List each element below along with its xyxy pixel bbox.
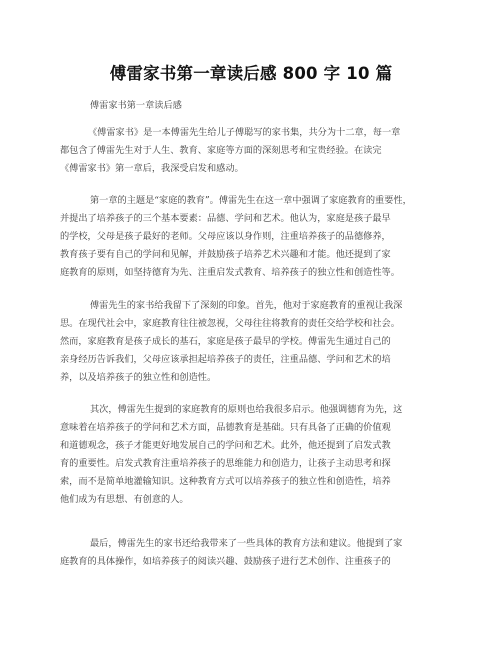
subtitle-line: 傅雷家书第一章读后感	[90, 100, 182, 111]
paragraph-line: 索，而不是简单地灌输知识。这种教育方式可以培养孩子的独立性和创造性，培养	[60, 476, 391, 487]
paragraph-line: 《傅雷家书》第一章后，我深受启发和感动。	[60, 163, 244, 174]
paragraph-line: 养，以及培养孩子的独立性和创造性。	[60, 372, 217, 383]
paragraph-2	[60, 192, 450, 282]
paragraph-1	[60, 124, 450, 178]
paragraph-line: 其次，傅雷先生提到的家庭教育的原则也给我很多启示。他强调德育为先，这	[90, 404, 403, 415]
paragraph-line: 庭教育的具体操作，如培养孩子的阅读兴趣、鼓励孩子进行艺术创作、注重孩子的	[60, 556, 391, 567]
paragraph-5	[60, 535, 450, 571]
paragraph-3	[60, 297, 450, 387]
paragraph-line: 最后，傅雷先生的家书还给我带来了一些具体的教育方法和建议。他提到了家	[90, 538, 403, 549]
paragraph-line: 育的重要性。启发式教育注重培养孩子的思维能力和创造力，让孩子主动思考和探	[60, 458, 391, 469]
paragraph-line: 然而，家庭教育是孩子成长的基石，家庭是孩子最早的学校。傅雷先生通过自己的	[60, 336, 391, 347]
paragraph-line: 第一章的主题是“家庭的教育”。傅雷先生在这一章中强调了家庭教育的重要性，	[90, 195, 412, 206]
paragraph-line: 傅雷先生的家书给我留下了深刻的印象。首先，他对于家庭教育的重视让我深	[90, 300, 403, 311]
paragraph-line: 亲身经历告诉我们，父母应该承担起培养孩子的责任，注重品德、学问和艺术的培	[60, 354, 391, 365]
paragraph-line: 并提出了培养孩子的三个基本要素：品德、学问和艺术。他认为，家庭是孩子最早	[60, 213, 391, 224]
paragraph-line: 思。在现代社会中，家庭教育往往被忽视，父母往往将教育的责任交给学校和社会。	[60, 318, 400, 329]
paragraph-line: 意味着在培养孩子的学问和艺术方面，品德教育是基础。只有具备了正确的价值观	[60, 422, 391, 433]
paragraph-line: 和道德观念，孩子才能更好地发展自己的学问和艺术。此外，他还提到了启发式教	[60, 440, 391, 451]
paragraph-line: 他们成为有思想、有创意的人。	[60, 494, 189, 505]
document-subtitle	[90, 97, 480, 115]
paragraph-line: 庭教育的原则，如坚持德育为先、注重启发式教育、培养孩子的独立性和创造性等。	[60, 267, 400, 278]
paragraph-line: 都包含了傅雷先生对于人生、教育、家庭等方面的深刻思考和宝贵经验。在读完	[60, 145, 382, 156]
paragraph-4	[60, 401, 450, 509]
paragraph-line: 的学校，父母是孩子最好的老师。父母应该以身作则，注重培养孩子的品德修养，	[60, 231, 391, 242]
document-title: 傅雷家书第一章读后感 800 字 10 篇	[109, 64, 393, 83]
paragraph-line: 教育孩子要有自己的学问和见解，并鼓励孩子培养艺术兴趣和才能。他还提到了家	[60, 249, 391, 260]
paragraph-line: 《傅雷家书》是一本傅雷先生给儿子傅聪写的家书集，共分为十二章，每一章	[88, 127, 401, 138]
